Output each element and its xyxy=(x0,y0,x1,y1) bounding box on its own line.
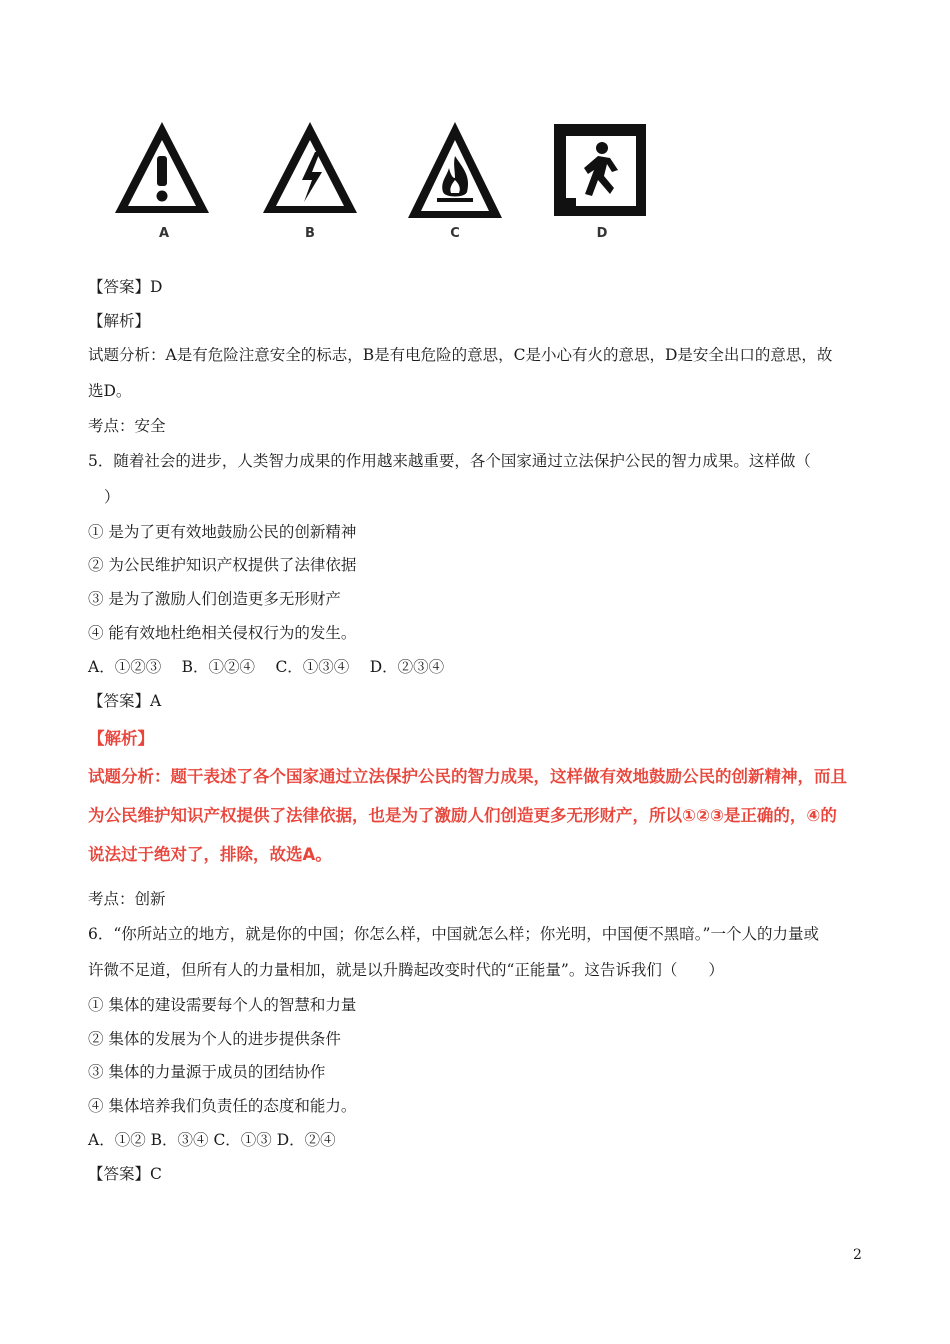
q5-stem-line-2: ） xyxy=(104,488,120,506)
sign-label-d: D xyxy=(596,226,608,241)
q5-option-2: ② 为公民维护知识产权提供了法律依据 xyxy=(88,556,357,574)
electric-hazard-triangle-icon xyxy=(260,118,360,218)
sign-b xyxy=(260,118,380,253)
q5-choices: A．①②③ B．①②④ C．①③④ D．②③④ xyxy=(88,658,445,676)
q5-analysis-line-1: 试题分析：题干表述了各个国家通过立法保护公民的智力成果，这样做有效地鼓励公民的创新精神，而且 xyxy=(88,767,847,786)
q4-analysis-line-1: 试题分析：A是有危险注意安全的标志，B是有电危险的意思，C是小心有火的意思，D是安全出口的意思，故 xyxy=(88,346,833,364)
q4-analysis-heading: 【解析】 xyxy=(88,312,151,330)
q4-topic: 考点：安全 xyxy=(88,417,166,435)
sign-label-c: C xyxy=(450,226,460,241)
fire-hazard-triangle-icon xyxy=(405,118,505,223)
q6-option-4: ④ 集体培养我们负责任的态度和能力。 xyxy=(88,1097,357,1115)
q5-option-1: ① 是为了更有效地鼓励公民的创新精神 xyxy=(88,523,357,541)
q5-analysis-line-3: 说法过于绝对了，排除，故选A。 xyxy=(88,845,332,864)
page-number: 2 xyxy=(853,1247,862,1263)
q4-analysis-line-2: 选D。 xyxy=(88,382,132,400)
warning-exclamation-triangle-icon xyxy=(112,118,212,218)
q5-option-4: ④ 能有效地杜绝相关侵权行为的发生。 xyxy=(88,624,357,642)
q6-stem-line-1: 6．“你所站立的地方，就是你的中国；你怎么样，中国就怎么样；你光明，中国便不黑暗。”一个人的力量或 xyxy=(88,925,819,943)
q5-answer: 【答案】A xyxy=(88,692,162,710)
q5-topic: 考点：创新 xyxy=(88,890,166,908)
q5-analysis-line-2: 为公民维护知识产权提供了法律依据，也是为了激励人们创造更多无形财产，所以①②③是正确的，④的 xyxy=(88,806,837,825)
q5-option-3: ③ 是为了激励人们创造更多无形财产 xyxy=(88,590,341,608)
safety-signs-figure xyxy=(112,118,672,253)
q5-analysis-heading: 【解析】 xyxy=(88,729,154,748)
q6-choices: A．①② B．③④ C．①③ D．②④ xyxy=(88,1131,336,1149)
q6-option-3: ③ 集体的力量源于成员的团结协作 xyxy=(88,1063,326,1081)
sign-label-a: A xyxy=(158,226,170,241)
q4-answer: 【答案】D xyxy=(88,278,163,296)
sign-d xyxy=(552,118,672,253)
q6-answer: 【答案】C xyxy=(88,1165,162,1183)
q6-stem-line-2: 许微不足道，但所有人的力量相加，就是以升腾起改变时代的“正能量”。这告诉我们（ ） xyxy=(88,961,724,979)
q5-stem-line-1: 5．随着社会的进步，人类智力成果的作用越来越重要，各个国家通过立法保护公民的智力成果。这样做（ xyxy=(88,452,811,470)
q6-option-2: ② 集体的发展为个人的进步提供条件 xyxy=(88,1030,341,1048)
q6-option-1: ① 集体的建设需要每个人的智慧和力量 xyxy=(88,996,357,1014)
sign-a xyxy=(112,118,232,253)
sign-label-b: B xyxy=(305,226,315,241)
sign-c xyxy=(405,118,525,253)
emergency-exit-icon xyxy=(552,118,648,218)
